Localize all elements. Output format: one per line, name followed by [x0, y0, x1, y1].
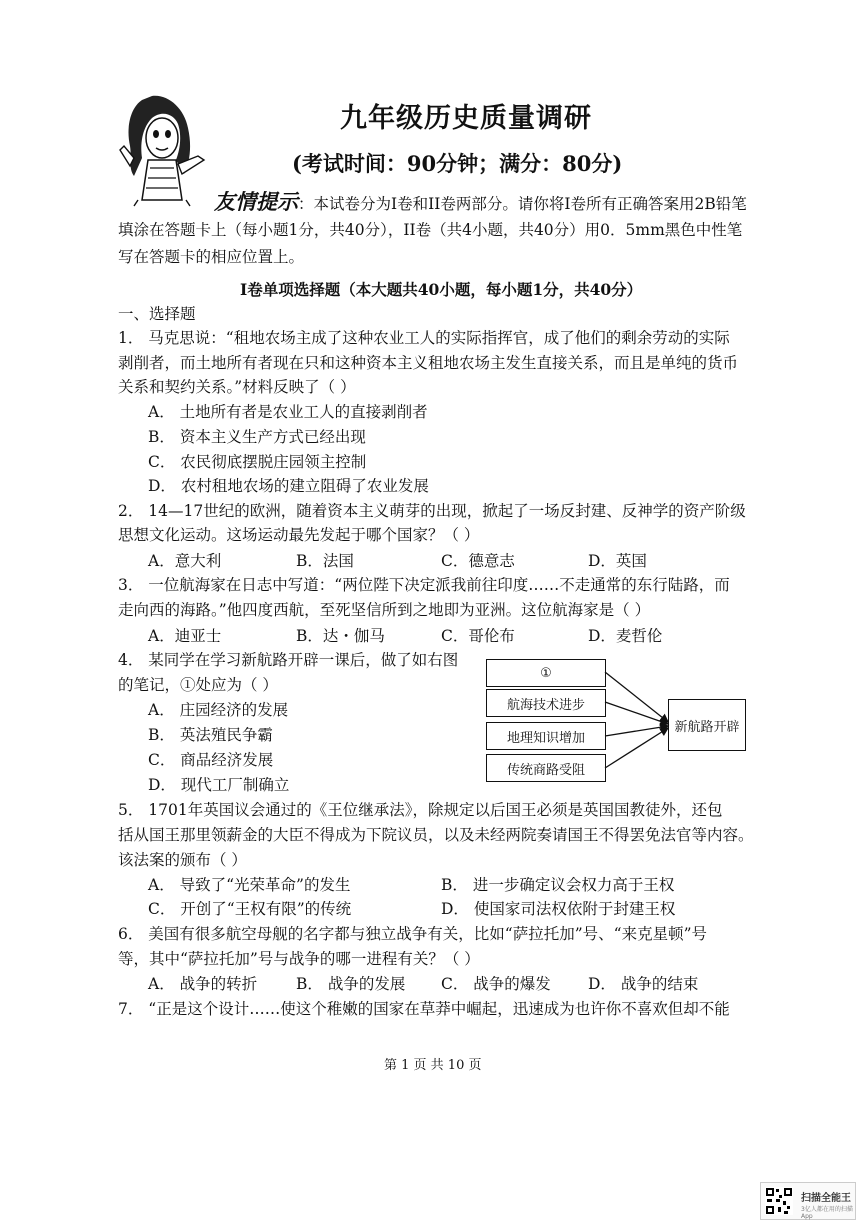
diagram-box-trade-route: 传统商路受阻 [486, 754, 606, 782]
q2-line-2: 思想文化运动。这场运动最先发起于哪个国家？（ ） [118, 526, 480, 544]
q1-option-a: A． 土地所有者是农业工人的直接剥削者 [148, 403, 428, 421]
q4-option-b: B． 英法殖民争霸 [148, 726, 273, 744]
hint-label: 友情提示 [214, 189, 298, 214]
qr-code-icon [765, 1187, 793, 1215]
q3-option-b: B．达・伽马 [296, 627, 385, 645]
q6-option-b: B． 战争的发展 [296, 975, 406, 993]
q4-option-c: C． 商品经济发展 [148, 751, 274, 769]
q3-option-d: D．麦哲伦 [588, 627, 663, 645]
q5-option-d: D． 使国家司法权依附于封建王权 [441, 900, 676, 918]
q4-line-1: 4． 某同学在学习新航路开辟一课后，做了如右图 [118, 651, 459, 669]
q2-option-a: A．意大利 [148, 552, 222, 570]
q6-line-2: 等，其中“萨拉托加”号与战争的哪一进程有关？（ ） [118, 950, 480, 968]
q1-option-b: B． 资本主义生产方式已经出现 [148, 428, 366, 446]
diagram-arrows [604, 660, 674, 784]
scanner-badge [760, 1182, 856, 1220]
q2-option-d: D．英国 [588, 552, 647, 570]
q5-option-a: A． 导致了“光荣革命”的发生 [148, 876, 351, 894]
q3-line-2: 走向西的海路。”他四度西航，至死坚信所到之地即为亚洲。这位航海家是（ ） [118, 601, 651, 619]
exam-info: (考试时间：90分钟；满分：80分) [292, 151, 623, 176]
q1-line-3: 关系和契约关系。”材料反映了（ ） [118, 378, 356, 396]
q2-line-1: 2． 14—17世纪的欧洲，随着资本主义萌芽的出现，掀起了一场反封建、反神学的资产阶级 [118, 502, 746, 520]
q3-option-c: C．哥伦布 [441, 627, 515, 645]
q6-option-c: C． 战争的爆发 [441, 975, 551, 993]
diagram-box-blank: ① [486, 659, 606, 687]
page-title: 九年级历史质量调研 [340, 103, 592, 134]
q1-line-1: 1． 马克思说：“租地农场主成了这种农业工人的实际指挥官，成了他们的剩余劳动的实际 [118, 329, 730, 347]
hint-colon: ： [298, 195, 314, 213]
q5-line-3: 该法案的颁布（ ） [118, 851, 247, 869]
cartoon-girl-illustration [112, 88, 210, 208]
hint-line-1 [214, 186, 747, 216]
diagram-box-navigation: 航海技术进步 [486, 689, 606, 717]
q4-line-2: 的笔记，①处应为（ ） [118, 676, 278, 694]
diagram-box-geography: 地理知识增加 [486, 722, 606, 750]
q1-option-c: C． 农民彻底摆脱庄园领主控制 [148, 453, 367, 471]
q3-option-a: A．迪亚士 [148, 627, 222, 645]
page-footer: 第 1 页 共 10 页 [384, 1058, 482, 1073]
q6-line-1: 6． 美国有很多航空母舰的名字都与独立战争有关，比如“萨拉托加”号、“来克星顿”号 [118, 925, 707, 943]
q5-option-c: C． 开创了“王权有限”的传统 [148, 900, 352, 918]
q2-option-b: B．法国 [296, 552, 354, 570]
q5-line-2: 括从国王那里领薪金的大臣不得成为下院议员，以及未经两院奏请国王不得罢免法官等内容。 [118, 826, 754, 844]
scanner-app-name: 扫描全能王 [801, 1193, 851, 1204]
part-label: 一、选择题 [118, 305, 196, 323]
hint-line-2: 填涂在答题卡上（每小题1分，共40分），II卷（共4小题，共40分）用0．5mm黑色中性笔 [118, 221, 743, 239]
q3-line-1: 3． 一位航海家在日志中写道：“两位陛下决定派我前往印度……不走通常的东行陆路，而 [118, 576, 730, 594]
q4-option-a: A． 庄园经济的发展 [148, 701, 289, 719]
scanner-app-tagline: 3亿人都在用的扫描App [801, 1206, 853, 1220]
section-title: I卷单项选择题（本大题共40小题，每小题1分，共40分） [240, 280, 643, 299]
q6-option-d: D． 战争的结束 [588, 975, 699, 993]
q4-option-d: D． 现代工厂制确立 [148, 776, 290, 794]
q1-line-2: 剥削者，而土地所有者现在只和这种资本主义租地农场主发生直接关系，而且是单纯的货币 [118, 354, 739, 372]
q5-line-1: 5． 1701年英国议会通过的《王位继承法》，除规定以后国王必须是英国国教徒外，还包 [118, 801, 723, 819]
q5-option-b: B． 进一步确定议会权力高于王权 [441, 876, 675, 894]
hint-text-1: 本试卷分为I卷和II卷两部分。请你将I卷所有正确答案用2B铅笔 [313, 195, 747, 213]
q1-option-d: D． 农村租地农场的建立阻碍了农业发展 [148, 477, 429, 495]
q6-option-a: A． 战争的转折 [148, 975, 258, 993]
q2-option-c: C．德意志 [441, 552, 515, 570]
hint-line-3: 写在答题卡的相应位置上。 [118, 248, 305, 266]
diagram-box-new-route: 新航路开辟 [668, 699, 746, 751]
q7-line-1: 7． “正是这个设计……使这个稚嫩的国家在草莽中崛起，迅速成为也许你不喜欢但却不能 [118, 1000, 730, 1018]
